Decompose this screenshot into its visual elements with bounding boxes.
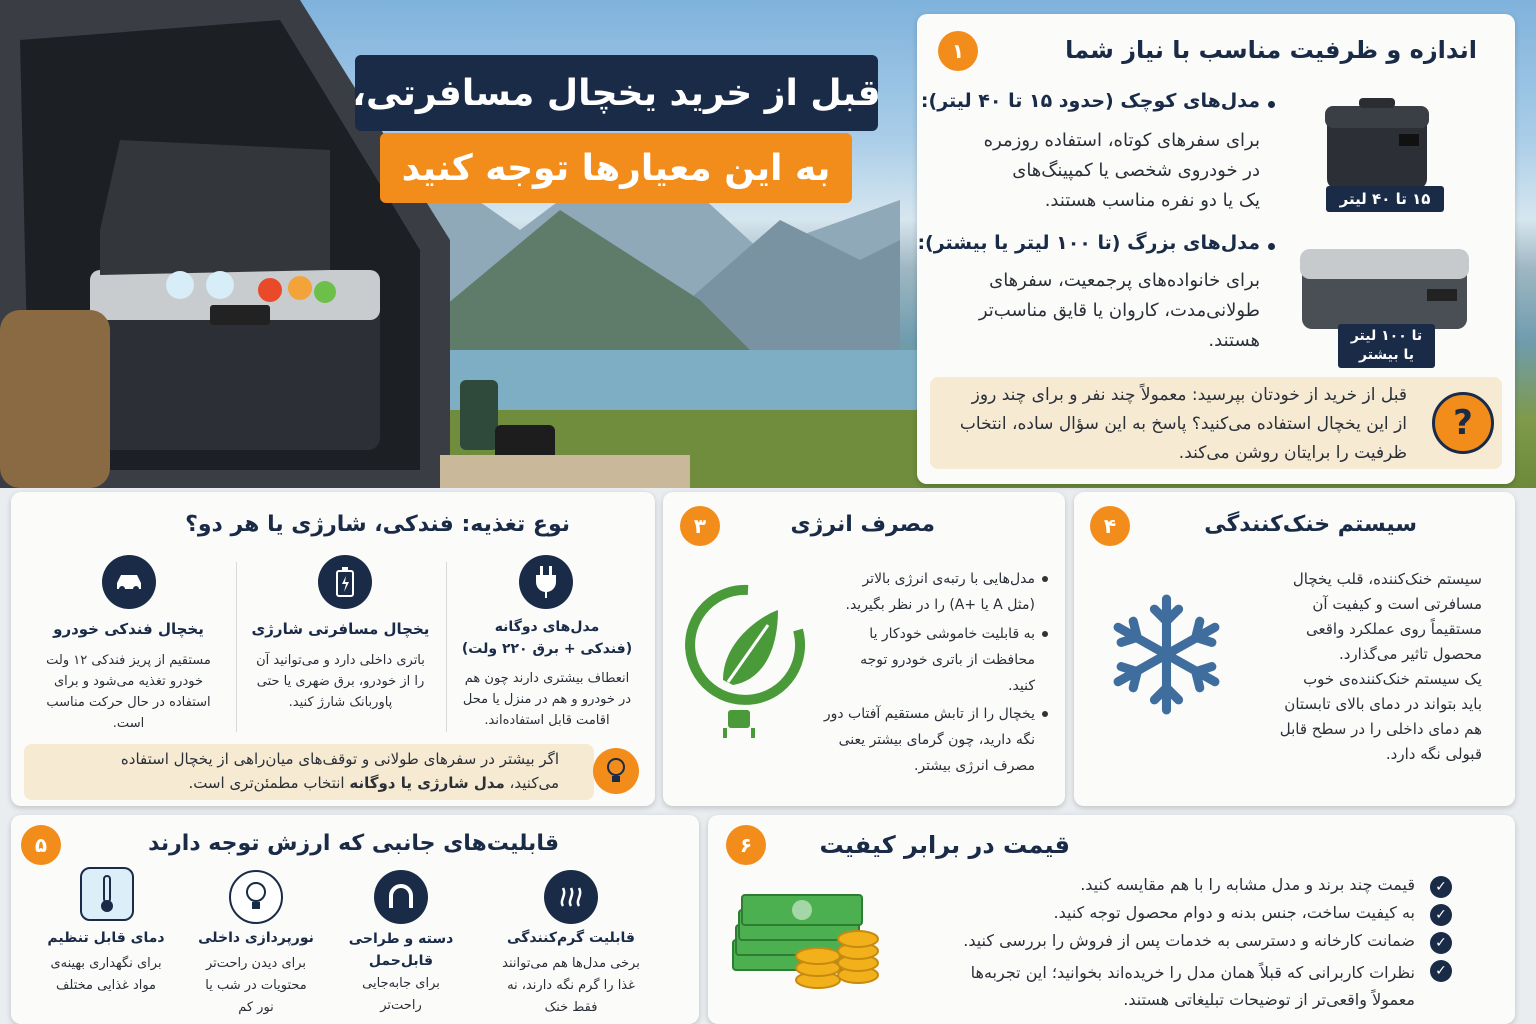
section-title: قابلیت‌های جانبی که ارزش توجه دارند [148, 831, 559, 856]
feature-adjustable-temp-text: برای نگهداری بهینه‌ی مواد غذایی مختلف [50, 956, 162, 993]
plug-icon [519, 555, 573, 609]
carry-handle-icon [374, 870, 428, 924]
feature-heating-text: برخی مدل‌ها هم می‌توانند غذا را گرم نگه دارند، نه فقط خنک [502, 956, 640, 1015]
rechargeable-fridge-title: یخچال مسافرتی شارژی [251, 620, 430, 638]
price-item-2: به کیفیت ساخت، جنس بدنه و دوام محصول توجه کنید. [1053, 903, 1415, 922]
column-divider [236, 562, 237, 732]
section-title: قیمت در برابر کیفیت [819, 831, 1070, 859]
price-item-4: نظرات کاربرانی که قبلاً همان مدل را خریده‌اند بخوانید؛ این تجربه‌ها معمولاً واقعی‌تر از توضیحات تبلیغاتی هستند. [970, 963, 1415, 1009]
check-icon: ✓ [1430, 876, 1452, 898]
question-tip-text: قبل از خرید از خودتان بپرسید: معمولاً چند نفر و برای چند روز از این یخچال استفاده می‌کنید؟ پاسخ به این سؤال ساده، انتخاب ظرفیت را برایتان روشن می‌کند. [959, 385, 1407, 463]
feature-adjustable-temp-title: دمای قابل تنظیم [47, 930, 165, 946]
power-tip-part: می‌کنید، [504, 774, 559, 792]
question-icon: ? [1432, 392, 1494, 454]
feature-handle-text: برای جابه‌جایی راحت‌تر [362, 976, 440, 1013]
feature-heating-title: قابلیت گرم‌کنندگی [507, 930, 635, 946]
cooling-text: سیستم خنک‌کننده، قلب یخچال مسافرتی است و کیفیت آن مستقیماً روی عملکرد واقعی محصول تاثیر می‌گذارد. یک سیستم خنک‌کننده‌ی خوب باید بتواند در دمای بالای تابستان هم دمای داخلی را در سطح قابل قبولی نگه دارد. [1279, 570, 1482, 763]
lightbulb-icon [593, 748, 639, 794]
section-number: ۶ [726, 825, 766, 865]
feature-handle-title: دسته و طراحی قابل‌حمل [348, 931, 454, 969]
question-tip-box [930, 377, 1502, 469]
lighter-fridge-title: یخچال فندکی خودرو [53, 620, 204, 638]
hero-subtitle-box [380, 133, 852, 203]
section-number: ۳ [680, 506, 720, 546]
large-models-text: برای خانواده‌های پرجمعیت، سفرهای طولانی‌مدت، کاروان یا قایق مناسب‌تر هستند. [978, 270, 1260, 351]
energy-bullet-1: مدل‌هایی با رتبه‌ی انرژی بالاتر (مثل A یا +A) را در نظر بگیرید. [845, 571, 1035, 613]
large-capacity-tag: تا ۱۰۰ لیتر یا بیشتر [1338, 324, 1435, 368]
feature-lighting-title: نورپردازی داخلی [198, 930, 314, 946]
energy-bullet-3: یخچال را از تابش مستقیم آفتاب دور نگه دارید، چون گرمای بیشتر یعنی مصرف انرژی بیشتر. [823, 706, 1035, 774]
hero-title-line2: به این معیارها توجه کنید [401, 147, 831, 189]
check-icon: ✓ [1430, 960, 1452, 982]
section-title: سیستم خنک‌کنندگی [1204, 512, 1417, 537]
section-features [11, 815, 699, 1024]
bullet-dot [1268, 101, 1275, 108]
check-icon: ✓ [1430, 904, 1452, 926]
section-power-type [11, 492, 655, 806]
hero-title-box [352, 55, 881, 131]
section-cooling [1074, 492, 1515, 806]
power-tip-line1: اگر بیشتر در سفرهای طولانی و توقف‌های میان‌راهی از یخچال استفاده [120, 750, 559, 768]
money-icon [728, 880, 888, 995]
feature-lighting-text: برای دیدن راحت‌تر محتویات در شب یا نور کم [205, 956, 307, 1015]
bullet-dot [1042, 711, 1048, 717]
small-capacity-tag: ۱۵ تا ۴۰ لیتر [1326, 186, 1444, 212]
eco-leaf-plug-icon [683, 570, 813, 740]
large-models-heading: مدل‌های بزرگ (تا ۱۰۰ لیتر یا بیشتر): [917, 232, 1260, 254]
bullet-dot [1268, 243, 1275, 250]
snowflake-icon [1104, 592, 1229, 717]
power-tip-part: انتخاب مطمئن‌تری است. [188, 774, 350, 792]
bullet-dot [1042, 631, 1048, 637]
section-title: مصرف انرژی [790, 512, 935, 537]
section-number: ۴ [1090, 506, 1130, 546]
bullet-dot [1042, 576, 1048, 582]
small-models-heading: مدل‌های کوچک (حدود ۱۵ تا ۴۰ لیتر): [920, 90, 1260, 112]
price-item-1: قیمت چند برند و مدل مشابه را با هم مقایسه کنید. [1080, 875, 1415, 894]
heating-icon [544, 870, 598, 924]
section-energy [663, 492, 1065, 806]
small-cooler-image [1319, 94, 1434, 194]
car-icon [102, 555, 156, 609]
power-tip-bold: مدل شارژی یا دوگانه [349, 774, 505, 792]
section-title: اندازه و ظرفیت مناسب با نیاز شما [1065, 36, 1477, 64]
section-capacity [917, 14, 1515, 484]
thermometer-icon [80, 867, 134, 921]
dual-fridge-text: انعطاف بیشتری دارند چون هم در خودرو و هم در منزل یا محل اقامت قابل استفاده‌اند. [462, 671, 632, 728]
section-title: نوع تغذیه: فندکی، شارژی یا هر دو؟ [185, 512, 570, 537]
rechargeable-fridge-text: باتری داخلی دارد و می‌توانید آن را از خودرو، برق ضهری یا حتی پاوربانک شارژ کنید. [256, 653, 425, 710]
hero-title-line1: قبل از خرید یخچال مسافرتی، [352, 72, 881, 114]
check-icon: ✓ [1430, 932, 1452, 954]
section-number: ۵ [21, 825, 61, 865]
lightbulb-icon [229, 870, 283, 924]
section-price-quality [708, 815, 1515, 1024]
price-item-3: ضمانت کارخانه و دسترسی به خدمات پس از فروش را بررسی کنید. [963, 931, 1415, 950]
lighter-fridge-text: مستقیم از پریز فندکی ۱۲ ولت خودرو تغذیه می‌شود و برای استفاده در حال حرکت مناسب است. [46, 653, 211, 731]
dual-fridge-title: مدل‌های دوگانه (فندکی + برق ۲۲۰ ولت) [461, 619, 633, 657]
small-models-text: برای سفرهای کوتاه، استفاده روزمره در خودروی شخصی یا کمپینگ‌های یک یا دو نفره مناسب هستند. [983, 130, 1260, 211]
power-tip-line2 [188, 774, 559, 792]
energy-bullet-2: به قابلیت خاموشی خودکار یا محافظت از باتری خودرو توجه کنید. [860, 626, 1035, 694]
large-cooler-image [1297, 239, 1472, 334]
column-divider [446, 562, 447, 732]
section-number: ۱ [938, 31, 978, 71]
battery-icon [318, 555, 372, 609]
